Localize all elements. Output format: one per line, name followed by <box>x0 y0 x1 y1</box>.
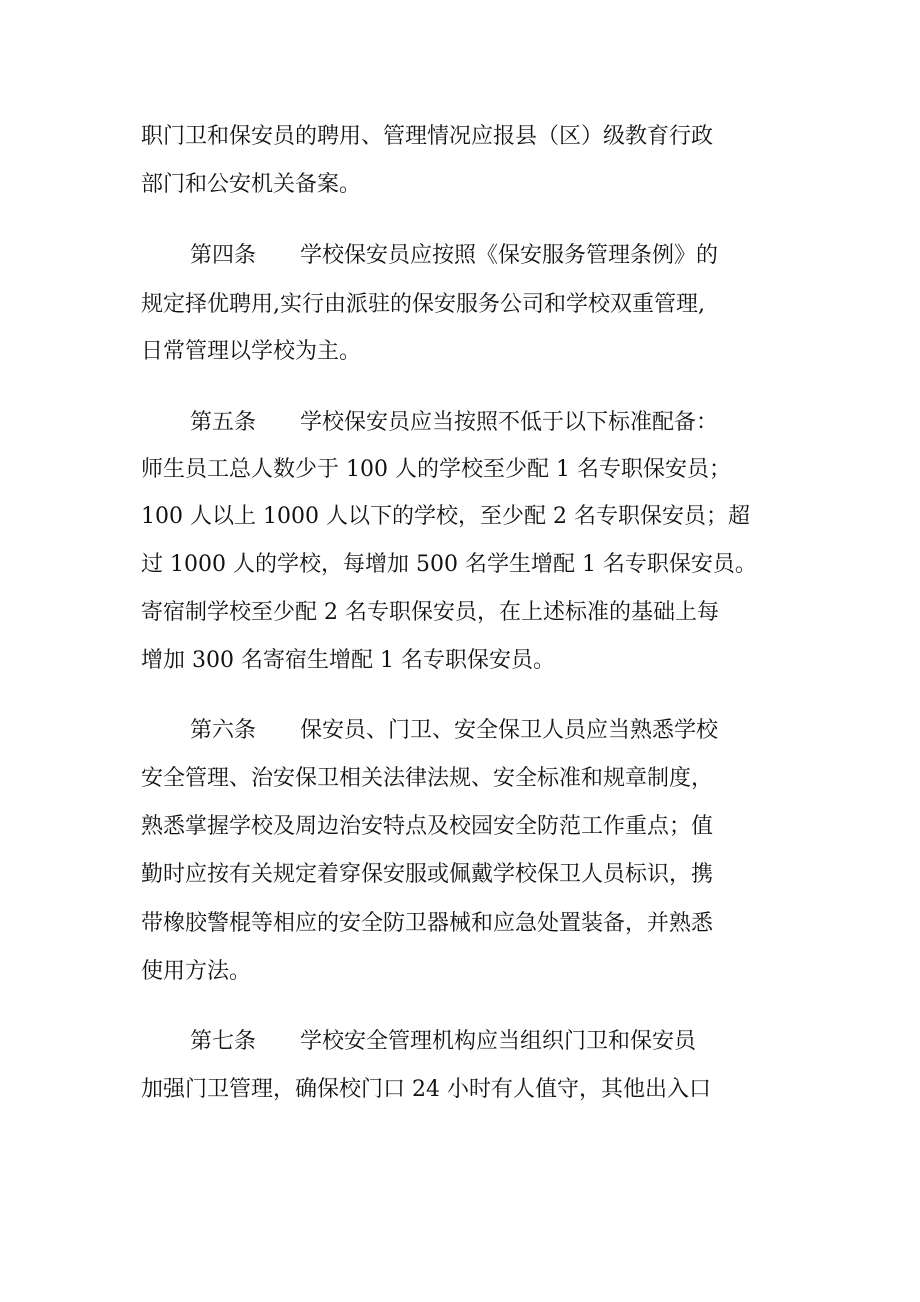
article-number: 第七条 <box>190 1029 257 1054</box>
article-5-first-line <box>190 405 781 441</box>
text-line: 使用方法。 <box>141 959 252 984</box>
article-number: 第五条 <box>190 410 257 435</box>
text-line: 学校安全管理机构应当组织门卫和保安员 <box>300 1029 697 1054</box>
text-line: 职门卫和保安员的聘用、管理情况应报县（区）级教育行政 <box>141 124 714 149</box>
text-line: 寄宿制学校至少配 2 名专职保安员，在上述标准的基础上每 <box>141 600 719 625</box>
text-line: 日常管理以学校为主。 <box>141 339 362 364</box>
article-4-first-line <box>190 238 781 274</box>
text-line: 师生员工总人数少于 100 人的学校至少配 1 名专职保安员； <box>141 457 731 482</box>
text-line: 100 人以上 1000 人以下的学校，至少配 2 名专职保安员；超 <box>141 504 750 529</box>
article-6-first-line <box>190 713 781 749</box>
text-line: 保安员、门卫、安全保卫人员应当熟悉学校 <box>300 718 719 743</box>
text-line: 学校保安员应当按照不低于以下标准配备： <box>300 410 719 435</box>
text-line: 增加 300 名寄宿生增配 1 名专职保安员。 <box>141 648 555 673</box>
text-line: 安全管理、治安保卫相关法律法规、安全标准和规章制度， <box>141 766 714 791</box>
article-number: 第四条 <box>190 243 257 268</box>
text-line: 学校保安员应按照《保安服务管理条例》的 <box>300 243 719 268</box>
text-line: 部门和公安机关备案。 <box>141 172 362 197</box>
article-number: 第六条 <box>190 718 257 743</box>
article-7-first-line <box>190 1024 781 1060</box>
text-line: 带橡胶警棍等相应的安全防卫器械和应急处置装备，并熟悉 <box>141 911 714 936</box>
text-line: 加强门卫管理，确保校门口 24 小时有人值守，其他出入口 <box>141 1077 711 1102</box>
text-line: 过 1000 人的学校，每增加 500 名学生增配 1 名专职保安员。 <box>141 552 757 577</box>
text-line: 勤时应按有关规定着穿保安服或佩戴学校保卫人员标识，携 <box>141 862 714 887</box>
text-line: 规定择优聘用,实行由派驻的保安服务公司和学校双重管理, <box>141 292 705 317</box>
text-line: 熟悉掌握学校及周边治安特点及校园安全防范工作重点；值 <box>141 814 714 839</box>
